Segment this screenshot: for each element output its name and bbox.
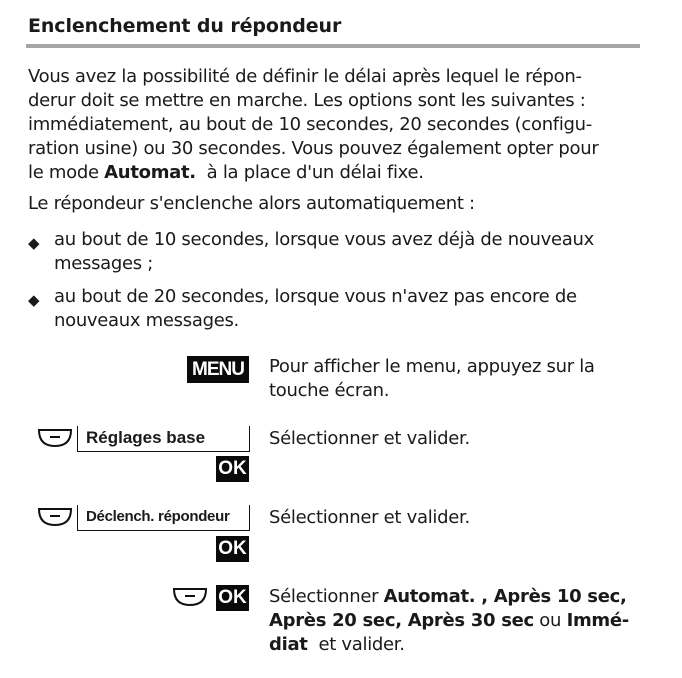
bullet-item: [28, 285, 640, 333]
diamond-bullet-icon: ◆: [28, 234, 40, 252]
step-4-end: et valider.: [307, 634, 405, 655]
bullet-text: au bout de 10 secondes, lorsque vous avez déjà de nouveaux messages ;: [54, 229, 594, 274]
option-immediat-1: Immé-: [566, 610, 629, 631]
bullet-item: [28, 228, 640, 276]
ok-key: OK: [216, 536, 249, 562]
diamond-bullet-icon: ◆: [28, 291, 40, 309]
step-2-text: Sélectionner et valider.: [269, 428, 470, 449]
auto-intro: Le répondeur s'enclenche alors automatiquement :: [28, 193, 475, 214]
menu-key: MENU: [187, 356, 249, 383]
option-immediat-2: diat: [269, 634, 308, 655]
nav-key-icon: [172, 586, 208, 608]
step-1-text: Pour afficher le menu, appuyez sur la touche écran.: [269, 356, 595, 401]
option-list-1: Automat. , Après 10 sec,: [383, 586, 627, 607]
step-4-lead: Sélectionner: [269, 586, 384, 607]
nav-key-icon: [37, 427, 73, 449]
bullet-text: au bout de 20 secondes, lorsque vous n'avez pas encore de nouveaux messages.: [54, 286, 577, 331]
intro-paragraph: [28, 65, 640, 185]
step-4-text: [269, 585, 641, 657]
option-list-2: Après 20 sec, Après 30 sec: [269, 610, 534, 631]
step-4-or: ou: [533, 610, 567, 631]
intro-text: Vous avez la possibilité de définir le délai après lequel le répon- derur doit se mettre en marche. Les options sont les suivantes : immédiatement, au bout de 10 secondes, 20 secondes (configu- ration usine) ou 30 secondes. Vous pouvez également opter pour le mode: [28, 66, 599, 183]
nav-key-icon: [37, 506, 73, 528]
section-heading: Enclenchement du répondeur: [28, 15, 342, 37]
heading-rule: [26, 44, 640, 48]
ok-key: OK: [216, 585, 249, 611]
display-option-reglages-base: Réglages base: [77, 426, 250, 452]
step-3-text: Sélectionner et valider.: [269, 507, 470, 528]
ok-key: OK: [216, 456, 249, 482]
display-option-declench-repondeur: Déclench. répondeur: [77, 505, 250, 531]
intro-bold-option: Automat.: [104, 162, 196, 183]
intro-text-end: à la place d'un délai fixe.: [195, 162, 424, 183]
